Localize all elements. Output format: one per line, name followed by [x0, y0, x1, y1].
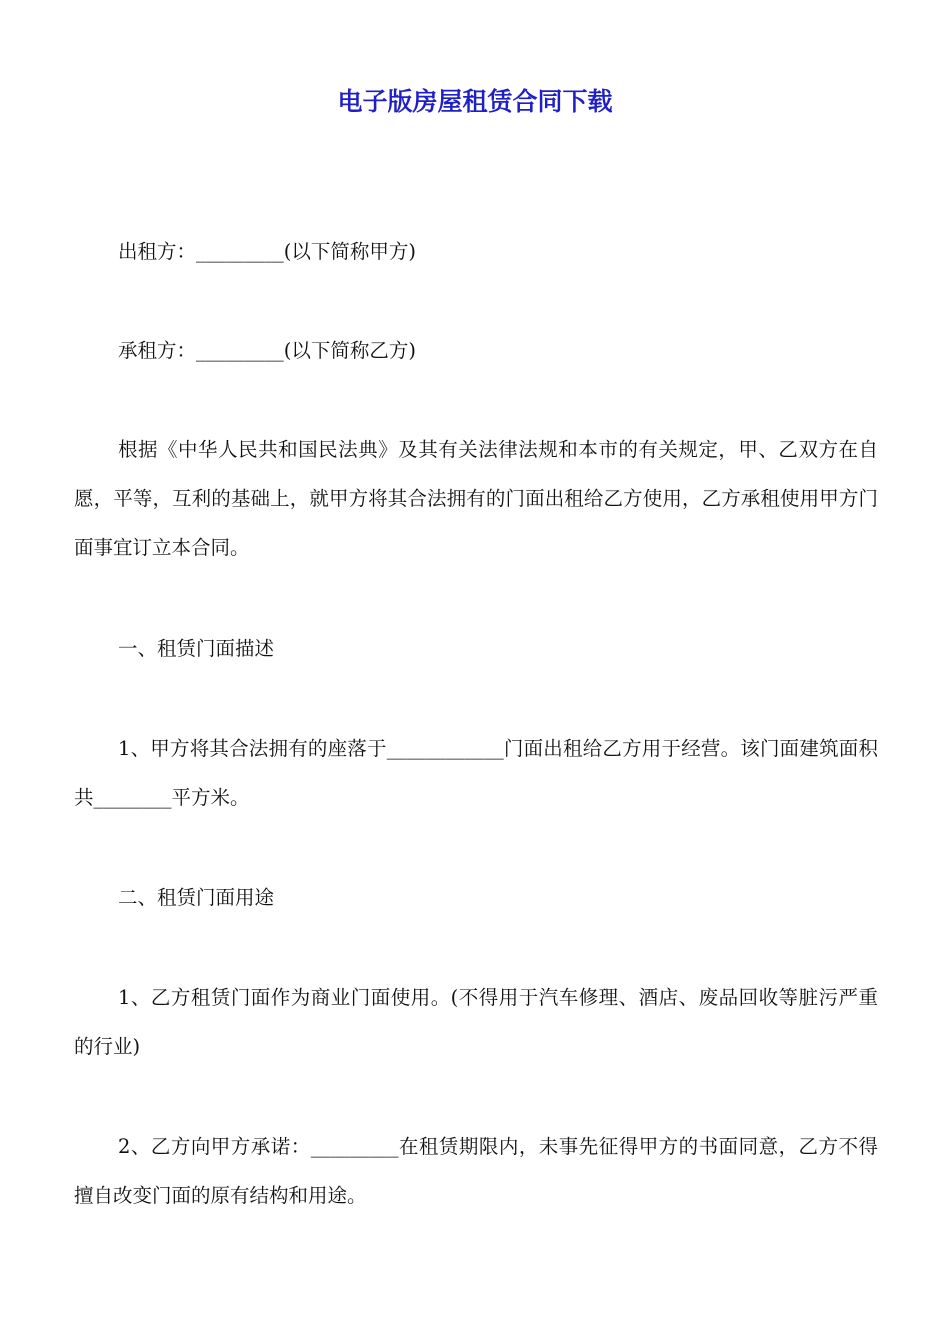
lessor-line: 出租方：_________(以下简称甲方): [118, 240, 416, 263]
section-heading-description: 一、租赁门面描述: [118, 637, 275, 660]
clause-2-2: 2、乙方向甲方承诺：_________在租赁期限内，未事先征得甲方的书面同意，乙方不得擅自改变门面的原有结构和用途。: [74, 1135, 878, 1207]
clause-2-1: 1、乙方租赁门面作为商业门面使用。(不得用于汽车修理、酒店、废品回收等脏污严重的行业): [74, 986, 878, 1058]
clause-1-1: 1、甲方将其合法拥有的座落于____________门面出租给乙方用于经营。该门面建筑面积共________平方米。: [74, 737, 878, 809]
document-title: 电子版房屋租赁合同下载: [337, 87, 613, 116]
lessee-line: 承租方：_________(以下简称乙方): [118, 339, 416, 362]
section-heading-usage: 二、租赁门面用途: [118, 886, 275, 909]
preamble-paragraph: 根据《中华人民共和国民法典》及其有关法律法规和本市的有关规定，甲、乙双方在自愿，平等，互利的基础上，就甲方将其合法拥有的门面出租给乙方使用，乙方承租使用甲方门面事宜订立本合同。: [74, 438, 878, 559]
